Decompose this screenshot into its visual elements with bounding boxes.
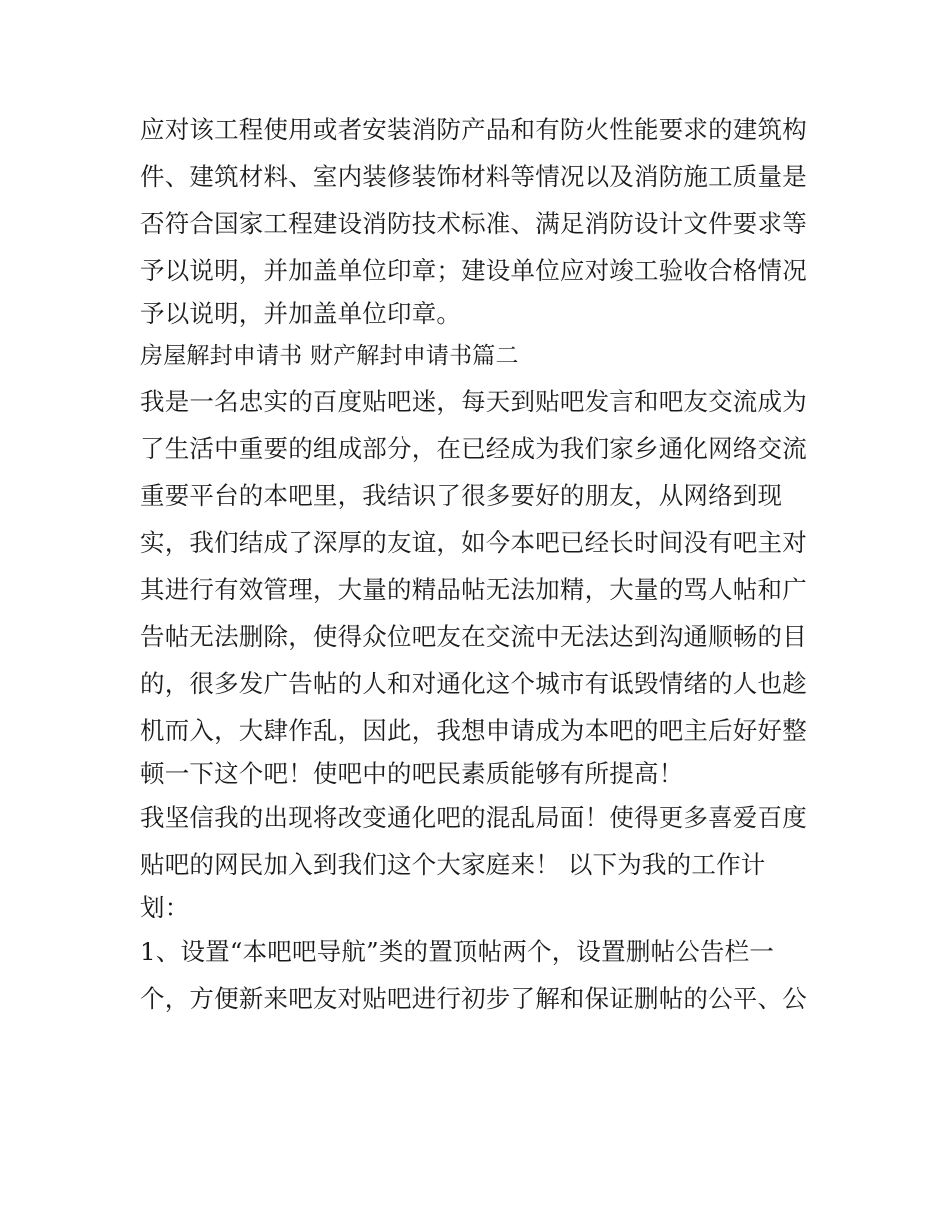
text-line: 个，方便新来吧友对贴吧进行初步了解和保证删帖的公平、公 (140, 984, 807, 1013)
text-line: 其进行有效管理，大量的精品帖无法加精，大量的骂人帖和广 (140, 575, 807, 604)
list-item: 1、设置“本吧吧导航”类的置顶帖两个，设置删帖公告栏一 (140, 937, 775, 966)
text-line: 予以说明，并加盖单位印章；建设单位应对竣工验收合格情况 (140, 256, 807, 285)
text-line: 否符合国家工程建设消防技术标准、满足消防设计文件要求等 (140, 209, 807, 238)
text-line: 我坚信我的出现将改变通化吧的混乱局面！使得更多喜爱百度 (140, 803, 807, 832)
text-line: 贴吧的网民加入到我们这个大家庭来！ 以下为我的工作计 (140, 850, 766, 879)
text-line: 顿一下这个吧！使吧中的吧民素质能够有所提高！ (140, 759, 684, 788)
text-line: 划： (140, 893, 190, 922)
text-line: 机而入，大肆作乱，因此，我想申请成为本吧的吧主后好好整 (140, 716, 807, 745)
text-line: 应对该工程使用或者安装消防产品和有防火性能要求的建筑构 (140, 115, 807, 144)
text-line: 予以说明，并加盖单位印章。 (140, 299, 462, 328)
text-line: 我是一名忠实的百度贴吧迷，每天到贴吧发言和吧友交流成为 (140, 387, 807, 416)
text-line: 重要平台的本吧里，我结识了很多要好的朋友，从网络到现 (140, 481, 783, 510)
text-line: 告帖无法删除，使得众位吧友在交流中无法达到沟通顺畅的目 (140, 622, 807, 651)
text-line: 的，很多发广告帖的人和对通化这个城市有诋毁情绪的人也趁 (140, 669, 807, 698)
text-line: 了生活中重要的组成部分，在已经成为我们家乡通化网络交流 (140, 434, 807, 463)
section-heading: 房屋解封申请书 财产解封申请书篇二 (140, 343, 519, 369)
text-line: 件、建筑材料、室内装修装饰材料等情况以及消防施工质量是 (140, 162, 807, 191)
text-line: 实，我们结成了深厚的友谊，如今本吧已经长时间没有吧主对 (140, 528, 807, 557)
document-body (140, 106, 820, 1022)
